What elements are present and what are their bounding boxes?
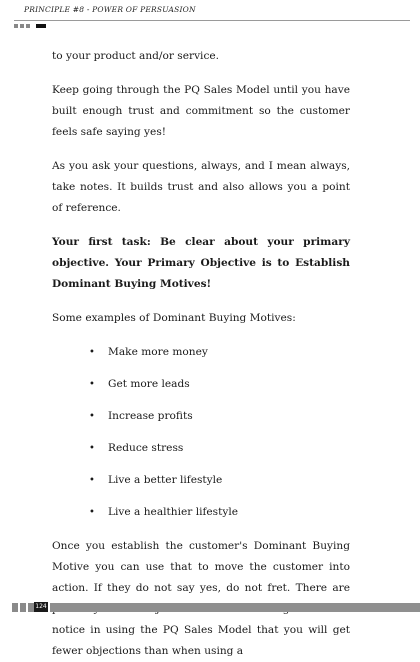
list-item-text: Reduce stress [108,442,184,454]
list-item [52,502,350,523]
bullet-icon: • [89,507,95,518]
bullet-icon: • [89,411,95,422]
header-accent-bar [36,24,46,28]
page-number: 124 [35,603,47,610]
page-body [52,46,350,662]
bullet-icon: • [89,347,95,358]
list-item-text: Live a healthier lifestyle [108,506,238,518]
list-item [52,374,350,395]
paragraph-3: As you ask your questions, always, and I mean always, take notes. It builds trust and also allows you a point of reference. [52,160,350,214]
bullet-icon: • [89,379,95,390]
paragraph-5: Some examples of Dominant Buying Motives: [52,312,296,324]
list-item [52,342,350,363]
header-rule [14,20,410,21]
list-item-text: Increase profits [108,410,193,422]
primary-objective-paragraph: Your first task: Be clear about your primary objective. Your Primary Objective is to Establish Dominant Buying Motives! [52,236,350,290]
page-header [0,0,420,32]
list-item-text: Make more money [108,346,208,358]
buying-motives-list [52,342,350,523]
footer-bar [50,603,420,612]
list-item-text: Get more leads [108,378,190,390]
list-item [52,470,350,491]
bullet-icon: • [89,443,95,454]
list-item [52,438,350,459]
list-item [52,406,350,427]
paragraph-6: Once you establish the customer's Dominant Buying Motive you can use that to move the customer into action. If they do not say yes, do not fret. There are notice in using the PQ Sales Model that you will get fewer objections than when using a [52,540,350,657]
running-title: PRINCIPLE #8 - POWER OF PERSUASION [24,5,196,14]
header-decoration [14,24,32,29]
paragraph-2: Keep going through the PQ Sales Model until you have built enough trust and commitment so the customer feels safe saying yes! [52,84,350,138]
bullet-icon: • [89,475,95,486]
list-item-text: Live a better lifestyle [108,474,223,486]
page-footer [0,590,420,630]
footer-decoration [12,603,36,622]
paragraph-1: to your product and/or service. [52,50,220,62]
